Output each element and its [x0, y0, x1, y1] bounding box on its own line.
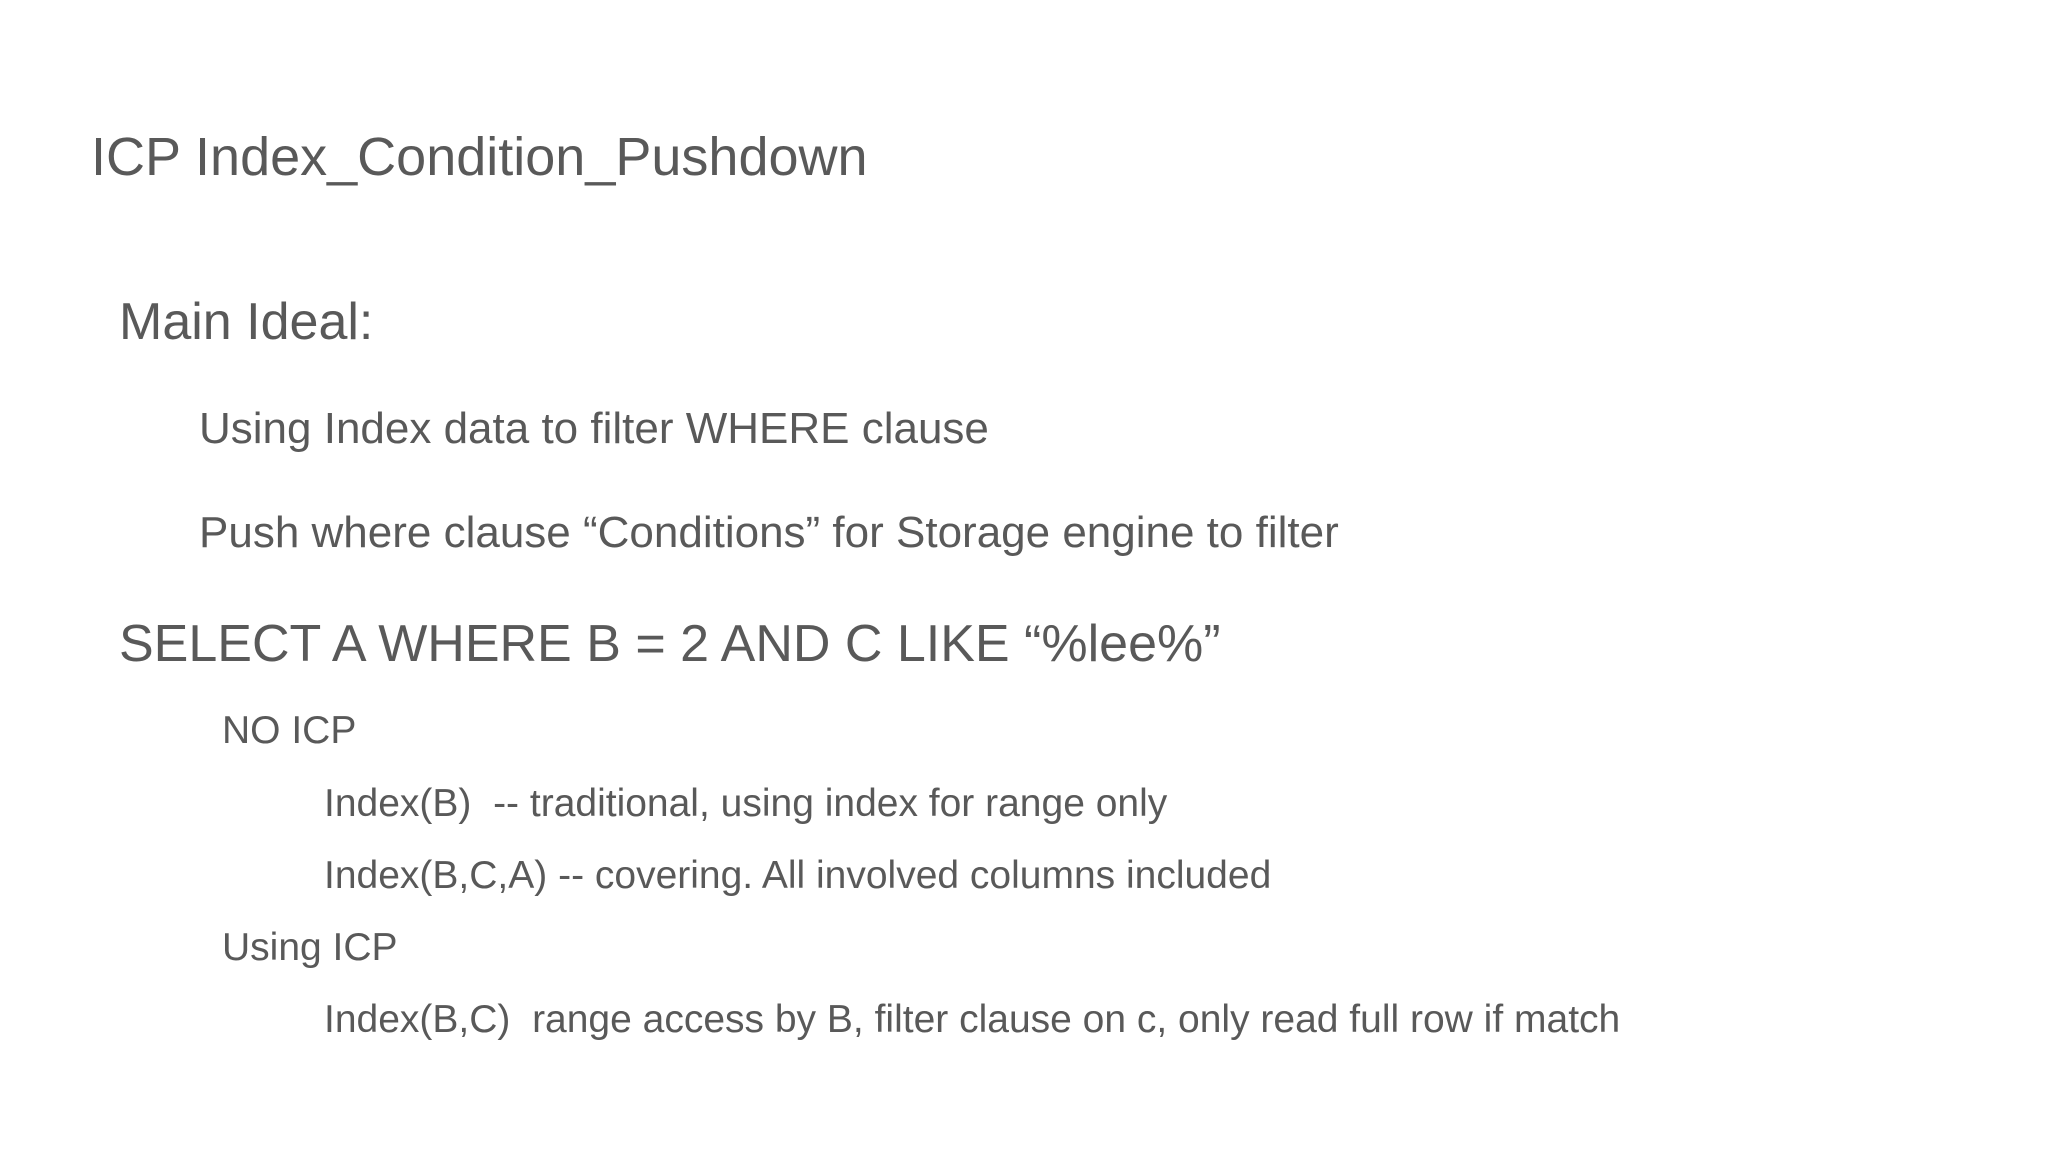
using-icp-label: Using ICP — [222, 926, 398, 969]
main-ideal-heading: Main Ideal: — [119, 293, 374, 351]
using-icp-item-index-bc: Index(B,C) range access by B, filter clause on c, only read full row if match — [324, 998, 1621, 1041]
point-using-index: Using Index data to filter WHERE clause — [199, 404, 989, 453]
no-icp-item-index-b: Index(B) -- traditional, using index for range only — [324, 782, 1168, 825]
example-query: SELECT A WHERE B = 2 AND C LIKE “%lee%” — [119, 615, 1221, 673]
point-push-conditions: Push where clause “Conditions” for Storage engine to filter — [199, 508, 1339, 557]
no-icp-label: NO ICP — [222, 709, 357, 752]
no-icp-item-covering: Index(B,C,A) -- covering. All involved columns included — [324, 854, 1272, 897]
slide-title: ICP Index_Condition_Pushdown — [91, 127, 868, 187]
